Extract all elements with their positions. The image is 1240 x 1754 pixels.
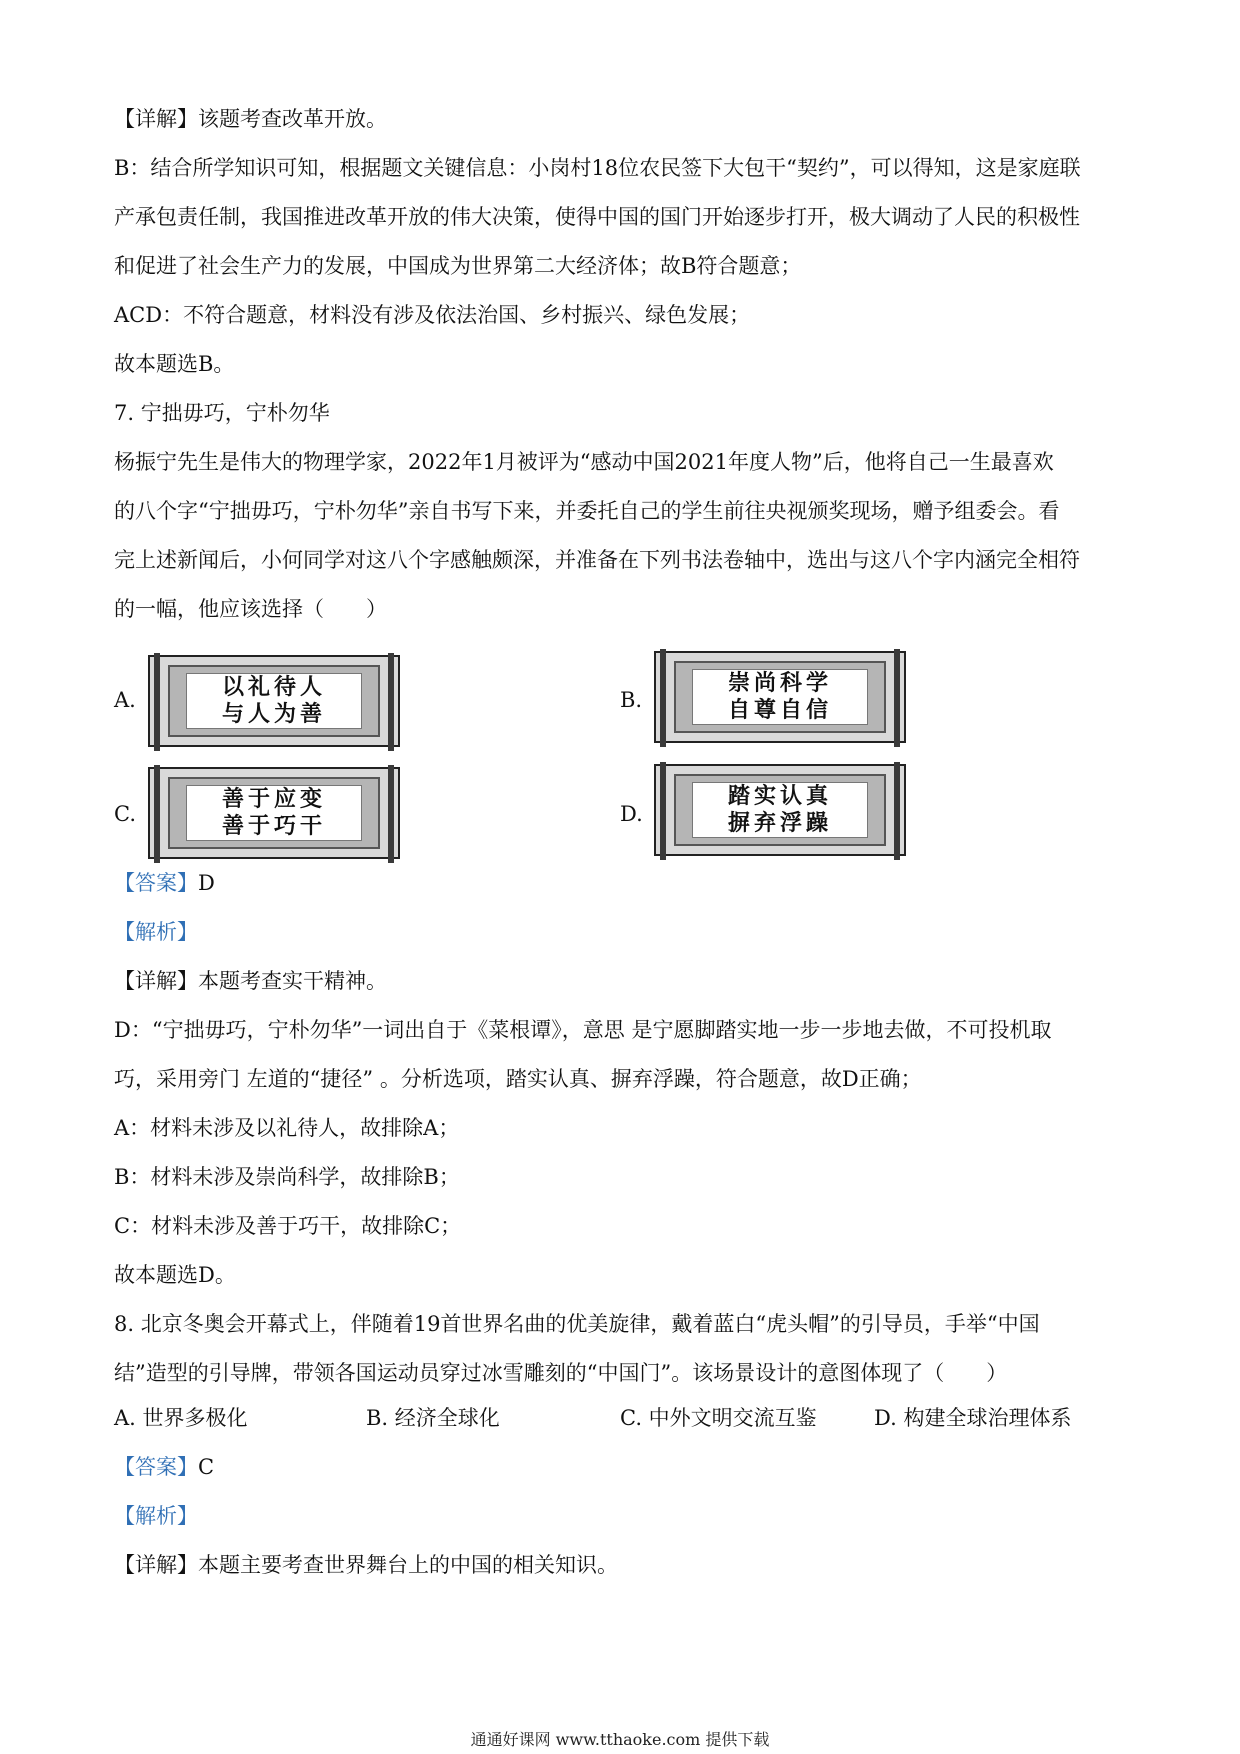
scroll-rod-left	[660, 649, 666, 747]
scroll-rod-left	[660, 762, 666, 860]
q7-title: 7. 宁拙毋巧，宁朴勿华	[114, 401, 330, 425]
q6-acd: ACD：不符合题意，材料没有涉及依法治国、乡村振兴、绿色发展；	[114, 303, 751, 327]
q8-stem-line1: 8. 北京冬奥会开幕式上，伴随着19首世界名曲的优美旋律，戴着蓝白“虎头帽”的引导员，手举“中国	[114, 1312, 1040, 1336]
q7-conclusion: 故本题选D。	[114, 1263, 236, 1287]
q8-stem-line2: 结”造型的引导牌，带领各国运动员穿过冰雪雕刻的“中国门”。该场景设计的意图体现了（ ）	[114, 1361, 1008, 1385]
q7-c-exp: C：材料未涉及善于巧干，故排除C；	[114, 1214, 462, 1238]
scroll-rod-left	[154, 653, 160, 751]
q7-analysis-tag: 【解析】	[114, 920, 198, 944]
q7-stem-line4: 的一幅，他应该选择（ ）	[114, 597, 387, 621]
q8-choice-b: B. 经济全球化	[366, 1406, 500, 1430]
option-a-line2: 与人为善	[221, 702, 326, 727]
option-c-scroll	[148, 767, 400, 859]
q8-choice-a: A. 世界多极化	[114, 1406, 248, 1430]
scroll-rod-left	[154, 765, 160, 863]
scroll-paper	[186, 785, 362, 841]
q7-stem-line3: 完上述新闻后，小何同学对这八个字感触颇深，并准备在下列书法卷轴中，选出与这八个字内涵完全相符	[114, 548, 1080, 572]
q7-detail: 【详解】本题考查实干精神。	[114, 969, 387, 993]
q7-stem-line1: 杨振宁先生是伟大的物理学家，2022年1月被评为“感动中国2021年度人物”后，他将自己一生最喜欢	[114, 450, 1054, 474]
scroll-rod-right	[388, 765, 394, 863]
scroll-paper	[692, 669, 868, 725]
q7-a-exp: A：材料未涉及以礼待人，故排除A；	[114, 1116, 460, 1140]
q7-d-line2: 巧，采用旁门 左道的“捷径” 。分析选项，踏实认真、摒弃浮躁，符合题意，故D正确；	[114, 1067, 922, 1091]
scroll-paper	[692, 782, 868, 838]
scroll-paper	[186, 673, 362, 729]
q6-b-line3: 和促进了社会生产力的发展，中国成为世界第二大经济体；故B符合题意；	[114, 254, 802, 278]
q6-detail: 【详解】该题考查改革开放。	[114, 107, 387, 131]
option-a-scroll	[148, 655, 400, 747]
option-c-letter: C.	[114, 802, 136, 826]
q6-b-line2: 产承包责任制，我国推进改革开放的伟大决策，使得中国的国门开始逐步打开，极大调动了人民的积极性	[114, 205, 1080, 229]
option-c-line1: 善于应变	[221, 787, 326, 812]
answer-value: C	[198, 1455, 215, 1479]
q8-answer	[114, 1452, 1134, 1482]
option-c-line2: 善于巧干	[221, 814, 326, 839]
q8-choice-c: C. 中外文明交流互鉴	[620, 1406, 817, 1430]
q8-choice-d: D. 构建全球治理体系	[874, 1406, 1072, 1430]
option-b-scroll	[654, 651, 906, 743]
option-d-letter: D.	[620, 802, 643, 826]
q7-d-line1: D：“宁拙毋巧，宁朴勿华”一词出自于《菜根谭》，意思 是宁愿脚踏实地一步一步地去做，不可投机取	[114, 1018, 1052, 1042]
q8-detail: 【详解】本题主要考查世界舞台上的中国的相关知识。	[114, 1553, 618, 1577]
q6-b-line1: B：结合所学知识可知，根据题文关键信息：小岗村18位农民签下大包干“契约”，可以得知，这是家庭联	[114, 156, 1081, 180]
option-d-line1: 踏实认真	[727, 784, 832, 809]
option-d-scroll	[654, 764, 906, 856]
scroll-rod-right	[894, 762, 900, 860]
q7-answer	[114, 868, 1134, 898]
q8-analysis-tag: 【解析】	[114, 1504, 198, 1528]
q7-b-exp: B：材料未涉及崇尚科学，故排除B；	[114, 1165, 460, 1189]
option-a-line1: 以礼待人	[221, 675, 326, 700]
q6-conclusion: 故本题选B。	[114, 352, 235, 376]
q7-stem-line2: 的八个字“宁拙毋巧，宁朴勿华”亲自书写下来，并委托自己的学生前往央视颁奖现场，赠予组委会。看	[114, 499, 1060, 523]
page-footer: 通通好课网 www.tthaoke.com 提供下载	[470, 1730, 770, 1749]
answer-tag: 【答案】	[114, 871, 198, 895]
option-a-letter: A.	[114, 688, 136, 712]
answer-value: D	[198, 871, 215, 895]
option-b-line1: 崇尚科学	[727, 671, 832, 696]
scroll-rod-right	[894, 649, 900, 747]
option-d-line2: 摒弃浮躁	[727, 811, 832, 836]
option-b-letter: B.	[620, 688, 643, 712]
scroll-rod-right	[388, 653, 394, 751]
option-b-line2: 自尊自信	[727, 698, 832, 723]
answer-tag: 【答案】	[114, 1455, 198, 1479]
